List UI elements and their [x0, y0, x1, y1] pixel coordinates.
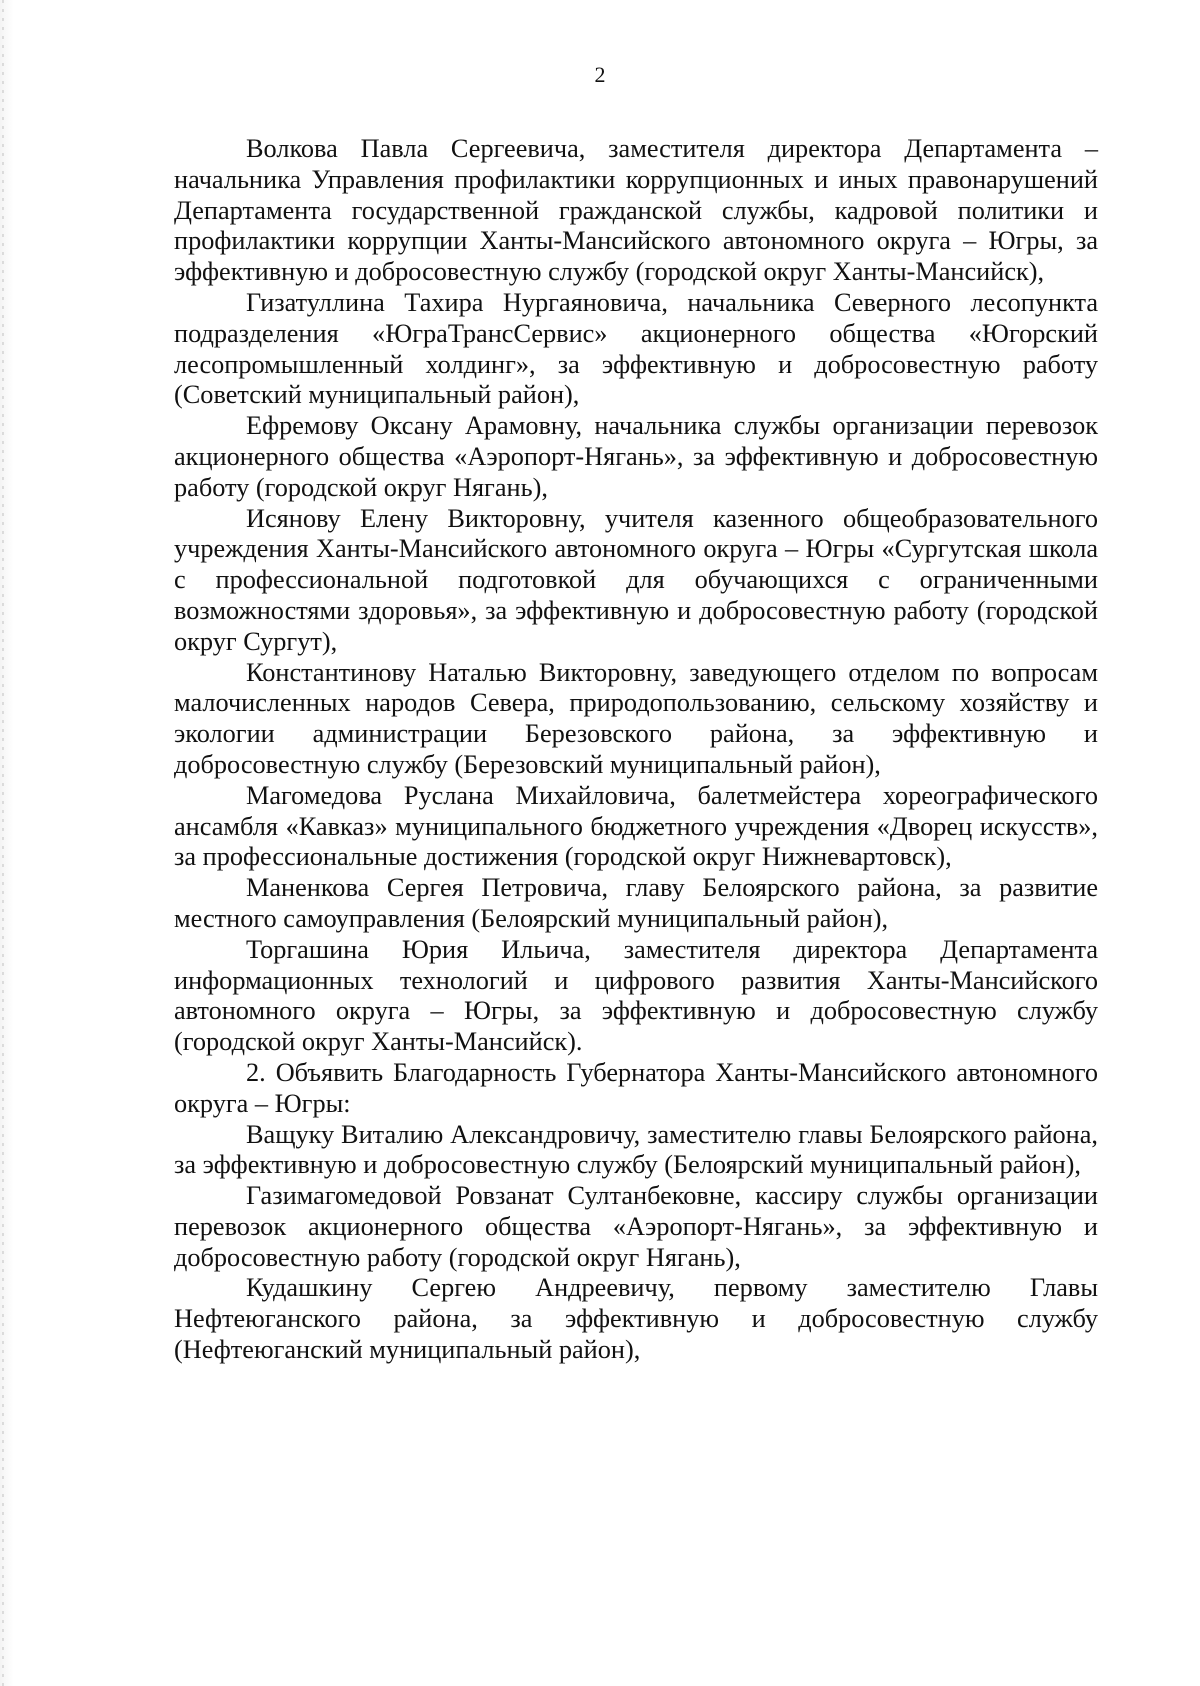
document-body [174, 134, 1098, 1366]
paragraph-magomedov: Магомедова Руслана Михайловича, балетмейстера хореографического ансамбля «Кавказ» муниципального бюджетного учреждения «Дворец искусств», за профессиональные достижения (городской округ Нижневартовск), [174, 780, 1098, 872]
paragraph-konstantinova: Константинову Наталью Викторовну, заведующего отделом по вопросам малочисленных народов Севера, природопользованию, сельскому хозяйству и экологии администрации Березовского района, за эффективную и добросовестную службу (Березовский муниципальный район), [174, 657, 1098, 779]
paragraph-efremova: Ефремову Оксану Арамовну, начальника службы организации перевозок акционерного общества «Аэропорт-Нягань», за эффективную и добросовестную работу (городской округ Нягань), [174, 411, 1098, 502]
paragraph-gazimagomedova: Газимагомедовой Ровзанат Султанбековне, кассиру службы организации перевозок акционерного общества «Аэропорт-Нягань», за эффективную и добросовестную работу (городской округ Нягань), [174, 1181, 1098, 1272]
paragraph-manenkov: Маненкова Сергея Петровича, главу Белоярского района, за развитие местного самоуправления (Белоярский муниципальный район), [174, 873, 1098, 933]
paragraph-kudashkin: Кудашкину Сергею Андреевичу, первому заместителю Главы Нефтеюганского района, за эффективную и добросовестную службу (Нефтеюганский муниципальный район), [174, 1273, 1098, 1365]
page-number: 2 [594, 62, 606, 87]
paragraph-isyanova: Исянову Елену Викторовну, учителя казенного общеобразовательного учреждения Ханты-Мансийского автономного округа – Югры «Сургутская школа с профессиональной подготовкой для обучающихся с ограниченными возможностями здоровья», за эффективную и добросовестную работу (городской округ Сургут), [174, 503, 1098, 656]
scan-edge [0, 0, 14, 1686]
paragraph-vashchuk: Ващуку Виталию Александровичу, заместителю главы Белоярского района, за эффективную и добросовестную службу (Белоярский муниципальный район), [174, 1119, 1098, 1180]
paragraph-torgashin: Торгашина Юрия Ильича, заместителя директора Департамента информационных технологий и цифрового развития Ханты-Мансийского автономного округа – Югры, за эффективную и добросовестную службу (городской округ Ханты-Мансийск). [174, 934, 1098, 1057]
paragraph-gizatullin: Гизатуллина Тахира Нургаяновича, начальника Северного лесопункта подразделения «ЮграТрансСервис» акционерного общества «Югорский лесопромышленный холдинг», за эффективную и добросовестную работу (Советский муниципальный район), [174, 287, 1098, 410]
paragraph-volkov: Волкова Павла Сергеевича, заместителя директора Департамента – начальника Управления профилактики коррупционных и иных правонарушений Департамента государственной гражданской службы, кадровой политики и профилактики коррупции Ханты-Мансийского автономного округа – Югры, за эффективную и добросовестную службу (городской округ Ханты-Мансийск), [174, 134, 1098, 287]
paragraph-section-2-heading: 2. Объявить Благодарность Губернатора Ханты-Мансийского автономного округа – Югры: [174, 1057, 1098, 1118]
